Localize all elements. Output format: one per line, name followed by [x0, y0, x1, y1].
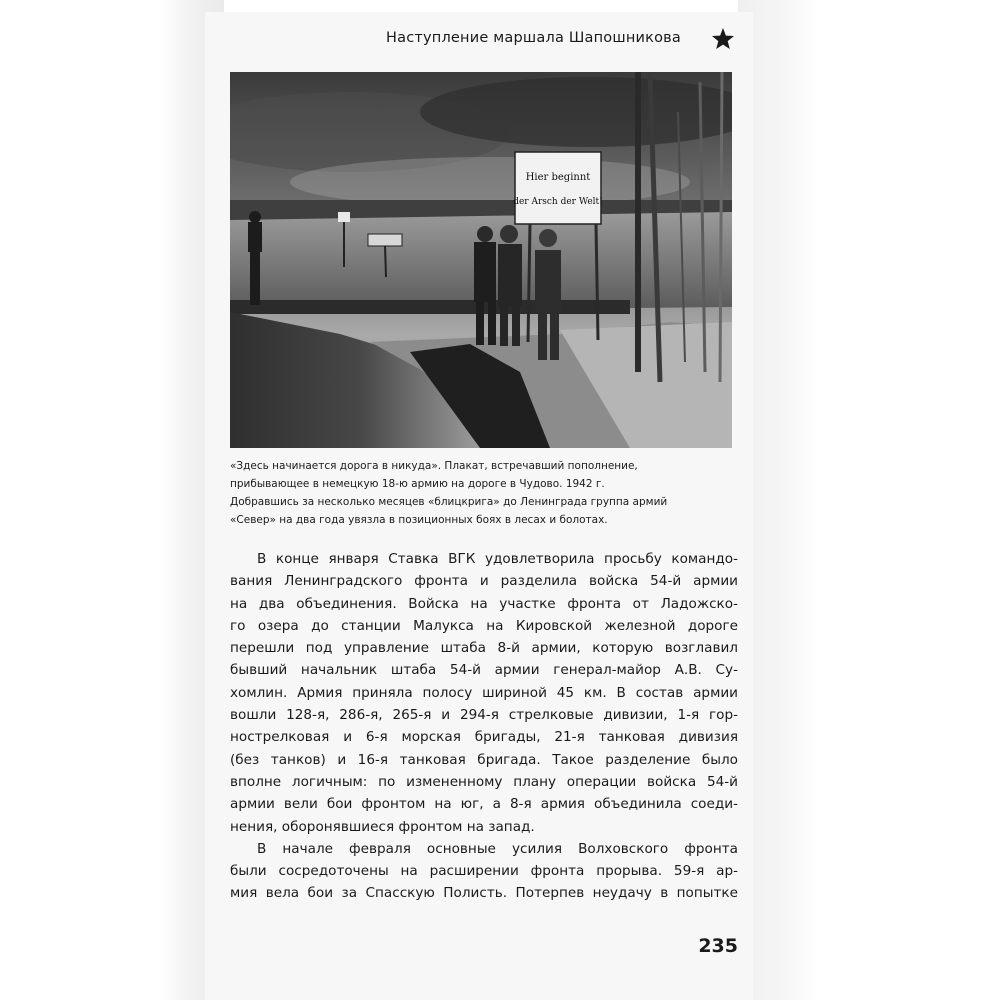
body-line: В конце января Ставка ВГК удовлетворила просьбу командо- [257, 551, 738, 567]
sign-text-line2: der Arsch der Welt! [513, 197, 603, 207]
page-number: 235 [698, 935, 738, 957]
historical-photo [230, 72, 732, 448]
body-line: на два объединения. Войска на участке фронта от Ладожско- [230, 595, 738, 612]
caption-line: Добравшись за несколько месяцев «блицкрига» до Ленинграда группа армий [230, 496, 668, 508]
body-text [230, 548, 738, 905]
body-line: (без танков) и 16-я танковая бригада. Такое разделение было [230, 751, 738, 768]
body-line: мия вела бои за Спасскую Полисть. Потерпев неудачу в попытке [230, 885, 738, 902]
star-icon [711, 27, 735, 51]
body-line: нения, оборонявшиеся фронтом на запад. [230, 818, 535, 835]
photo-caption [230, 457, 690, 529]
body-line: армии вели бои фронтом на юг, а 8-я армия объединила соеди- [230, 796, 738, 813]
body-line: вполне логичным: по измененному плану операции войска 54-й [230, 773, 738, 790]
body-line: В начале февраля основные усилия Волховского фронта [257, 840, 738, 857]
caption-line: «Здесь начинается дорога в никуда». Плакат, встречавший пополнение, [230, 460, 638, 472]
body-line: го озера до станции Малукса на Кировской железной дороге [230, 617, 738, 634]
body-line: вания Ленинградского фронта и разделила войска 54-й армии [230, 573, 738, 590]
body-line: хомлин. Армия приняла полосу шириной 45 км. В состав армии [230, 684, 738, 701]
body-line: перешли под управление штаба 8-й армии, которую возглавил [230, 640, 738, 657]
body-line: были сосредоточены на расширении фронта прорыва. 59-я ар- [230, 863, 738, 880]
body-line: вошли 128-я, 286-я, 265-я и 294-я стрелковые дивизии, 1-я гор- [230, 707, 738, 724]
caption-line: прибывающее в немецкую 18-ю армию на дороге в Чудово. 1942 г. [230, 478, 605, 490]
caption-line: «Север» на два года увязла в позиционных боях в лесах и болотах. [230, 514, 608, 526]
sign-text-line1: Hier beginnt [525, 172, 591, 183]
body-line: нострелковая и 6-я морская бригады, 21-я танковая дивизия [230, 729, 738, 746]
running-head: Наступление маршала Шапошникова [386, 30, 682, 46]
body-line: бывший начальник штаба 54-й армии генерал-майор А.В. Су- [230, 662, 738, 679]
